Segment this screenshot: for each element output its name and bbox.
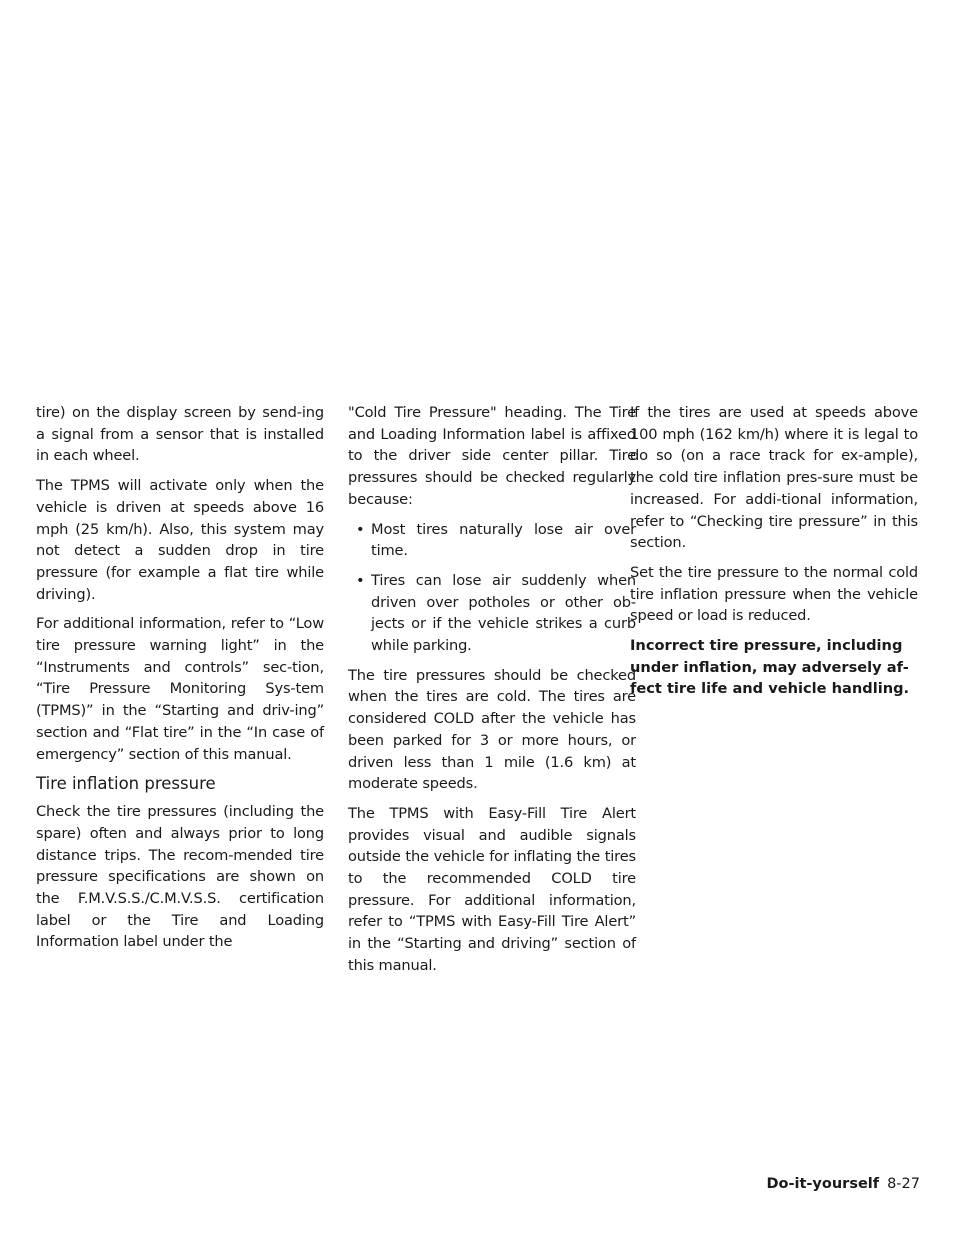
column-2: [348, 402, 636, 985]
paragraph-tpms-display: tire) on the display screen by send-ing a signal from a sensor that is installed in each wheel.: [36, 404, 324, 465]
paragraph-high-speed: If the tires are used at speeds above 100 mph (162 km/h) where it is legal to do so (on a race track for ex-ample), the cold tire inflation pres-sure must be increased. For addi-tional information, refer to “Checking tire pressure” in this section.: [630, 404, 918, 552]
list-item: [348, 519, 636, 562]
paragraph-cold-tire-pressure: "Cold Tire Pressure" heading. The Tire and Loading Information label is affixed to the driver side center pillar. Tire pressures should be checked regularly because:: [348, 404, 636, 508]
bullet-icon: •: [356, 520, 365, 538]
paragraph-additional-info: For additional information, refer to “Low tire pressure warning light” in the “Instruments and controls” sec-tion, “Tire Pressure Monitoring Sys-tem (TPMS)” in the “Starting and driv-ing” section and “Flat tire” in the “In case of emergency” section of this manual.: [36, 615, 324, 763]
heading-tire-inflation-pressure: Tire inflation pressure: [36, 774, 216, 794]
column-1: [36, 402, 324, 961]
footer-section-title: Do-it-yourself: [766, 1176, 880, 1192]
bullet-icon: •: [356, 571, 365, 589]
list-item: [348, 570, 636, 657]
page-footer: [767, 1176, 921, 1192]
list-item-text: Most tires naturally lose air over time.: [371, 520, 636, 560]
paragraph-check-pressures: Check the tire pressures (including the spare) often and always prior to long distance trips. The recom-mended tire pressure specifications are shown on the F.M.V.S.S./C.M.V.S.S. certification label or the Tire and Loading Information label under the: [36, 803, 324, 951]
bullet-list: [348, 519, 636, 657]
paragraph-normal-pressure: Set the tire pressure to the normal cold tire inflation pressure when the vehicle speed or load is reduced.: [630, 563, 918, 625]
paragraph-easy-fill: The TPMS with Easy-Fill Tire Alert provides visual and audible signals outside the vehicle for inflating the tires to the recommended COLD tire pressure. For additional information, refer to “TPMS with Easy-Fill Tire Alert” in the “Starting and driving” section of this manual.: [348, 804, 636, 974]
list-item-text: Tires can lose air suddenly when driven over potholes or other ob-jects or if the vehicle strikes a curb while parking.: [371, 571, 636, 655]
page-number: 8-27: [887, 1176, 920, 1192]
warning-text: Incorrect tire pressure, including under inflation, may adversely af-fect tire life and vehicle handling.: [630, 637, 910, 698]
column-3: [630, 402, 918, 708]
paragraph-tpms-activation: The TPMS will activate only when the vehicle is driven at speeds above 16 mph (25 km/h). Also, this system may not detect a sudden drop in tire pressure (for example a flat tire while driving).: [36, 477, 324, 603]
paragraph-check-when-cold: The tire pressures should be checked when the tires are cold. The tires are considered COLD after the vehicle has been parked for 3 or more hours, or driven less than 1 mile (1.6 km) at moderate speeds.: [348, 666, 636, 793]
